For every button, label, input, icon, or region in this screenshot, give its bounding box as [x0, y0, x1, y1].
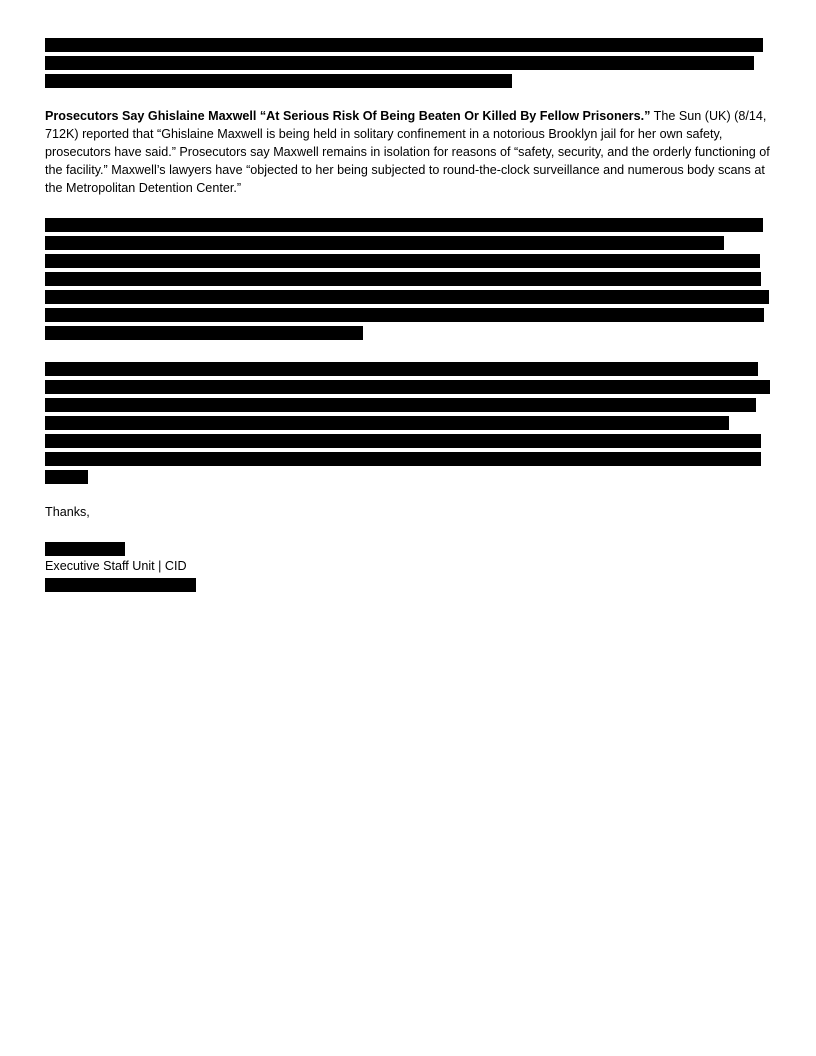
redaction-bar: [45, 56, 754, 70]
article-headline: Prosecutors Say Ghislaine Maxwell “At Serious Risk Of Being Beaten Or Killed By Fellow Prisoners.”: [45, 109, 651, 123]
redaction-bar: [45, 452, 761, 466]
article-paragraph: [45, 107, 775, 197]
redaction-bar: [45, 218, 763, 232]
redaction-bar: [45, 470, 88, 484]
redacted-signature-contact: [45, 578, 196, 592]
redaction-bar: [45, 416, 729, 430]
redaction-bar: [45, 38, 763, 52]
redaction-bar: [45, 308, 764, 322]
redaction-bar: [45, 380, 770, 394]
redaction-bar: [45, 326, 363, 340]
redaction-bar: [45, 236, 724, 250]
redaction-bar: [45, 254, 760, 268]
redaction-bar: [45, 272, 761, 286]
redaction-bar: [45, 74, 512, 88]
signature-title: Executive Staff Unit | CID: [45, 559, 187, 573]
redacted-signature-name: [45, 542, 125, 556]
redaction-bar: [45, 362, 758, 376]
redaction-bar: [45, 290, 769, 304]
redaction-bar: [45, 434, 761, 448]
signoff-text: Thanks,: [45, 505, 90, 519]
redaction-bar: [45, 398, 756, 412]
article-body: The Sun (UK) (8/14, 712K) reported that “Ghislaine Maxwell is being held in solitary confinement in a notorious Brooklyn jail for her own safety, prosecutors have said.” Prosecutors say Maxwell remains in isolation for reasons of “safety, security, and the orderly functioning of the facility.” Maxwell’s lawyers have “objected to her being subjected to round-the-clock surveillance and numerous body scans at the Metropolitan Detention Center.”: [45, 109, 770, 195]
